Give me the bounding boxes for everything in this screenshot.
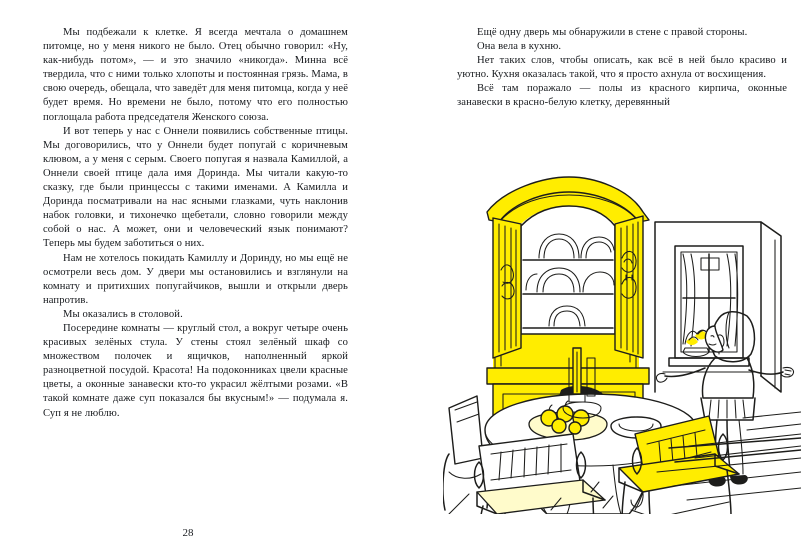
paragraph: И вот теперь у нас с Оннели появились собственные птицы. Мы договорились, что у Оннели будет попугай с коричневым клювом, а у меня с серым. Своего попугая я назвала Камиллой, а Оннели своей птице дала имя Доринда. Мы читали какую-то сказку, где были принцессы с такими именами. А Камилла и Доринда посматривали на нас ясными глазками, чуть наклонив набок головки, и тихонечко щебетали, словно говорили между собой о нас. А может, они и человеческий язык понимают? Теперь мы будем заботиться о них. <box>43 125 348 250</box>
right-text-column <box>457 26 787 111</box>
cupboard-left-door <box>493 218 521 358</box>
page-number: 28 <box>182 527 194 539</box>
paragraph: Ещё одну дверь мы обнаружили в стене с правой стороны. <box>477 27 748 38</box>
window-with-curtains <box>655 222 781 392</box>
left-text-column <box>43 26 348 421</box>
paragraph: Посередине комнаты — круглый стол, а вокруг четыре очень красивых зелёных стула. У стены стоял зелёный шкаф со множеством полочек и ящичков, наполненный яркой разноцветной посудой. Красота! На подоконниках цвели красные цветы, а оконные занавески кто-то украсил жёлтыми розами. «В такой комнате даже суп показался бы вкусным!» — подумала я. Суп я не люблю. <box>43 322 348 419</box>
paragraph: Нет таких слов, чтобы описать, как всё в ней было красиво и уютно. Кухня оказалась такой, что я просто ахнула от восхищения. <box>457 55 787 81</box>
paragraph: Всё там поражало — полы из красного кирпича, оконные занавески в красно-белую клетку, деревянный <box>457 83 787 109</box>
paragraph: Она вела в кухню. <box>477 41 562 53</box>
cupboard-right-door <box>615 216 643 358</box>
paragraph: Мы оказались в столовой. <box>63 308 183 320</box>
illustration-svg <box>443 162 801 514</box>
illustration-dining-room <box>443 162 801 514</box>
paragraph: Нам не хотелось покидать Камиллу и Доринду, но мы ещё не осмотрели весь дом. У двери мы остановились и взглянули на комнату и притихших попугайчиков, вышли и открыли дверь напротив. <box>43 252 348 306</box>
paragraph: Мы подбежали к клетке. Я всегда мечтала о домашнем питомце, но у меня никого не было. Отец обычно говорил: «Ну, как-нибудь потом», — и это значило «никогда». Минна всё твердила, что с ними только хлопоты и постоянная грязь. Мама, в свою очередь, обещала, что заведёт для меня питомца, когда у неё будет время. Но времени не было, потому что его полностью поглощала работа председателя Женского союза. <box>43 27 348 123</box>
